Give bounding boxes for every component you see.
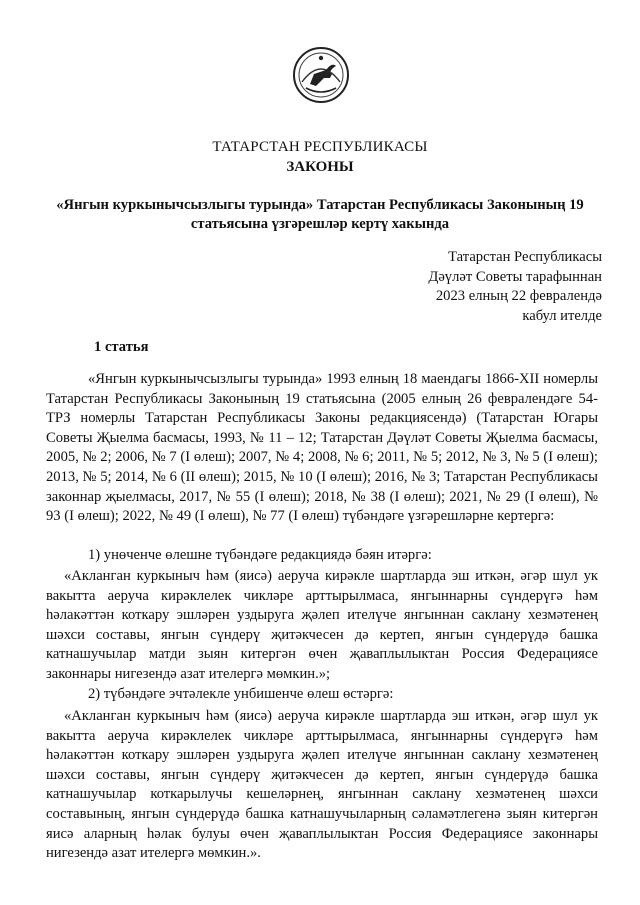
adoption-date-line: 2023 елның 22 февралендә <box>435 288 602 304</box>
adoption-block <box>428 248 602 326</box>
adoption-line: Дәүләт Советы тарафыннан <box>428 268 602 285</box>
coat-of-arms-icon <box>292 46 350 104</box>
article-heading: 1 статья <box>94 339 149 355</box>
item-2-lead: 2) түбәндәге эчтәлекле унбишенче өлеш өстәргә: <box>88 686 394 702</box>
document-type-title: ЗАКОНЫ <box>286 159 354 175</box>
item-1-text: «Акланган куркыныч һәм (яисә) аеруча кирәкле шартларда эш иткән, әгәр шул ук вакытта аеруча кирәклелек чикләре арттырылмаса, янгыннарны сүндерүгә һәм һәлакәттән коткару эшләрен уздыруга җәлеп ителүче янгыннан саклану хезмәтенең шәхси составы, янгын сүндерү җитәкчесен дә кертеп, янгын сүндерүдә башка катнашучылар матди зыян китергән өчен җаваплылыктан Россия Федерациясе законнары нигезендә азат ителергә мөмкин.»; <box>46 568 598 682</box>
item-2-text: «Акланган куркыныч һәм (яисә) аеруча кирәкле шартларда эш иткән, әгәр шул ук вакытта аеруча кирәклелек чикләре арттырылмаса, янгыннарны сүндерүгә һәм һәлакәттән коткару эшләрен уздыруга җәлеп ителүче янгыннан саклану хезмәтенең шәхси составы, янгын сүндерү җитәкчесен дә кертеп, янгын сүндерүдә башка катнашучылар коткарылучы кешеләрнең, янгыннан саклану хезмәтенең шәхси составының, янгын сүндерүдә башка катнашучыларның сәламәтлегенә зыян китергән яисә аларның һәлак булуы өчен җаваплылыктан Россия Федерациясе законнары нигезендә азат ителергә мөмкин.». <box>46 708 598 862</box>
article-intro-paragraph: «Янгын куркынычсызлыгы турында» 1993 елның 18 маендагы 1866-XII номерлы Татарстан Республикасы Законының 19 статьясына (2005 елның 26 февралендәге 54-ТРЗ номерлы Татарстан Республикасы Законы редакциясендә) (Татарстан Югары Советы Җыелма басмасы, 1993, № 11 – 12; Татарстан Дәүләт Советы Җыелма басмасы, 2005, № 2; 2006, № 7 (I өлеш); 2007, № 4; 2008, № 6; 2011, № 5; 2012, № 3, № 5 (I өлеш); 2013, № 5; 2014, № 6 (II өлеш); 2015, № 10 (I өлеш); 2016, № 3; Татарстан Республикасы законнар җыелмасы, 2017, № 55 (I өлеш); 2018, № 38 (I өлеш); 2021, № 29 (I өлеш), № 93 (I өлеш); 2022, № 49 (I өлеш), № 77 (I өлеш) түбәндәге үзгәрешләрне кертергә: <box>46 371 598 525</box>
adoption-line: кабул ителде <box>522 307 602 324</box>
republic-title: ТАТАРСТАН РЕСПУБЛИКАСЫ <box>212 139 428 155</box>
adoption-line: Татарстан Республикасы <box>448 249 602 265</box>
item-1-lead: 1) унөченче өлешне түбәндәге редакциядә бәян итәргә: <box>88 547 432 563</box>
law-subject-heading: «Янгын куркынычсызлыгы турында» Татарстан Республикасы Законының 19 статьясына үзгәрешләр кертү хакында <box>56 197 584 232</box>
